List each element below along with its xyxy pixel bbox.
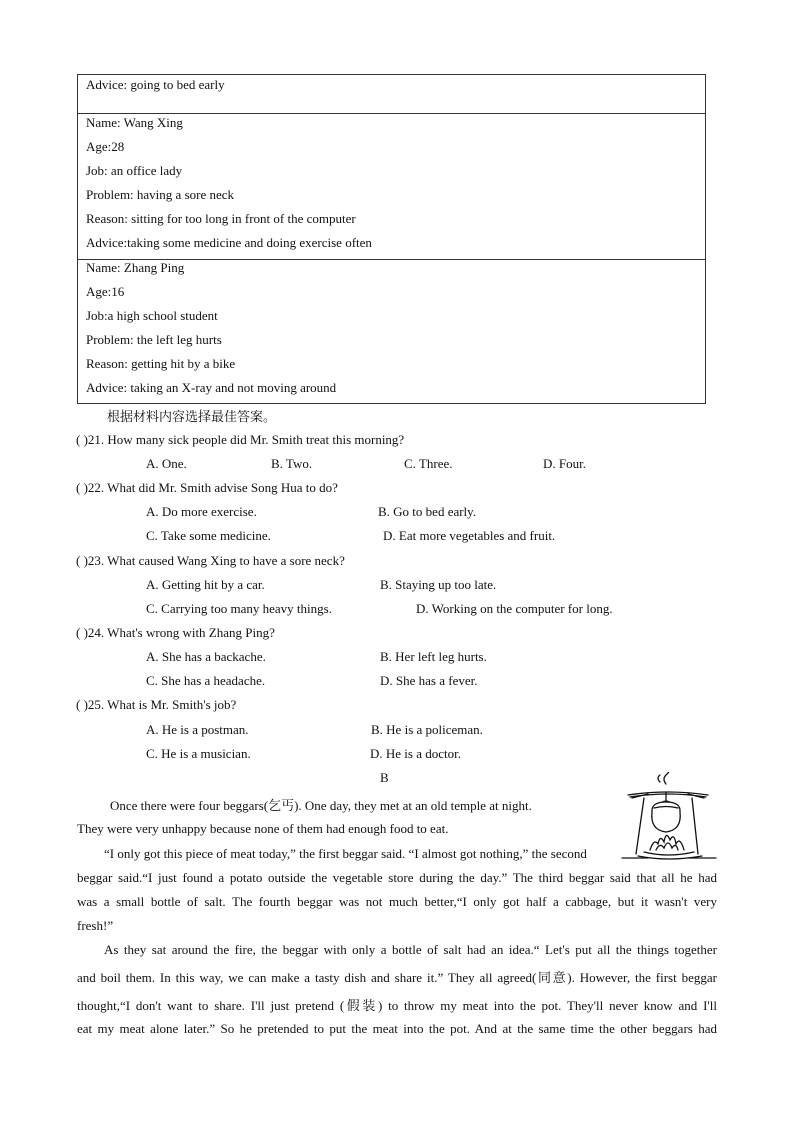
passage-line: They were very unhappy because none of them had enough food to eat. [77, 821, 449, 836]
section-heading: B [380, 770, 389, 785]
option-d: D. Four. [543, 456, 586, 471]
option-c: C. He is a musician. [146, 746, 251, 761]
option-b: B. Her left leg hurts. [380, 649, 487, 664]
row2-name: Name: Wang Xing [86, 115, 183, 130]
passage-line: fresh!” [77, 918, 114, 933]
row3-advice: Advice: taking an X-ray and not moving around [86, 380, 337, 395]
passage-line: eat my meat alone later.” So he pretended to put the meat into the pot. And at the same time the other beggars had [77, 1021, 717, 1036]
row3-job: Job:a high school student [86, 308, 218, 323]
row3-name: Name: Zhang Ping [86, 260, 185, 275]
row1-advice: Advice: going to bed early [86, 77, 225, 92]
option-a: A. She has a backache. [146, 649, 266, 664]
question-stem: ( )25. What is Mr. Smith's job? [76, 697, 237, 712]
row3-age: Age:16 [86, 284, 125, 299]
option-d: D. He is a doctor. [370, 746, 461, 761]
option-c: C. Take some medicine. [146, 528, 271, 543]
row2-advice: Advice:taking some medicine and doing exercise often [86, 235, 372, 250]
option-d: D. Working on the computer for long. [416, 601, 613, 616]
passage-line: Once there were four beggars(乞丐). One day, they met at an old temple at night. [110, 798, 532, 813]
option-b: B. Staying up too late. [380, 577, 497, 592]
question-stem: ( )23. What caused Wang Xing to have a sore neck? [76, 553, 345, 568]
passage-line: As they sat around the fire, the beggar with only a bottle of salt had an idea.“ Let's put all the things together [104, 942, 717, 957]
option-b: B. Go to bed early. [378, 504, 477, 519]
passage-line: was a small bottle of salt. The fourth beggar was not much better,“I only got half a cabbage, but it wasn't very [77, 894, 717, 909]
option-a: A. Do more exercise. [146, 504, 257, 519]
option-d: D. Eat more vegetables and fruit. [383, 528, 556, 543]
row-divider [78, 113, 705, 114]
passage-line: beggar said.“I just found a potato outside the vegetable store during the day.” The third beggar said that all he had [77, 870, 717, 885]
option-c: C. Carrying too many heavy things. [146, 601, 332, 616]
option-c: C. Three. [404, 456, 453, 471]
row2-job: Job: an office lady [86, 163, 183, 178]
passage-line: thought,“I don't want to share. I'll just pretend (假装) to throw my meat into the pot. They'll never know and I'll [77, 998, 717, 1013]
option-d: D. She has a fever. [380, 673, 478, 688]
row2-reason: Reason: sitting for too long in front of the computer [86, 211, 356, 226]
option-b: B. Two. [271, 456, 313, 471]
question-stem: ( )24. What's wrong with Zhang Ping? [76, 625, 275, 640]
passage-line: and boil them. In this way, we can make a tasty dish and share it.” They all agreed(同意). However, the first beggar [77, 970, 717, 985]
pot-over-campfire-icon [618, 772, 718, 862]
row2-problem: Problem: having a sore neck [86, 187, 235, 202]
row3-reason: Reason: getting hit by a bike [86, 356, 236, 371]
option-c: C. She has a headache. [146, 673, 266, 688]
row2-age: Age:28 [86, 139, 125, 154]
question-stem: ( )21. How many sick people did Mr. Smith treat this morning? [76, 432, 405, 447]
question-stem: ( )22. What did Mr. Smith advise Song Hua to do? [76, 480, 338, 495]
option-a: A. Getting hit by a car. [146, 577, 265, 592]
passage-line: “I only got this piece of meat today,” the first beggar said. “I almost got nothing,” the second [104, 846, 587, 861]
option-a: A. He is a postman. [146, 722, 249, 737]
option-b: B. He is a policeman. [371, 722, 483, 737]
row3-problem: Problem: the left leg hurts [86, 332, 222, 347]
option-a: A. One. [146, 456, 187, 471]
instruction: 根据材料内容选择最佳答案。 [107, 410, 277, 425]
info-table [77, 74, 706, 404]
